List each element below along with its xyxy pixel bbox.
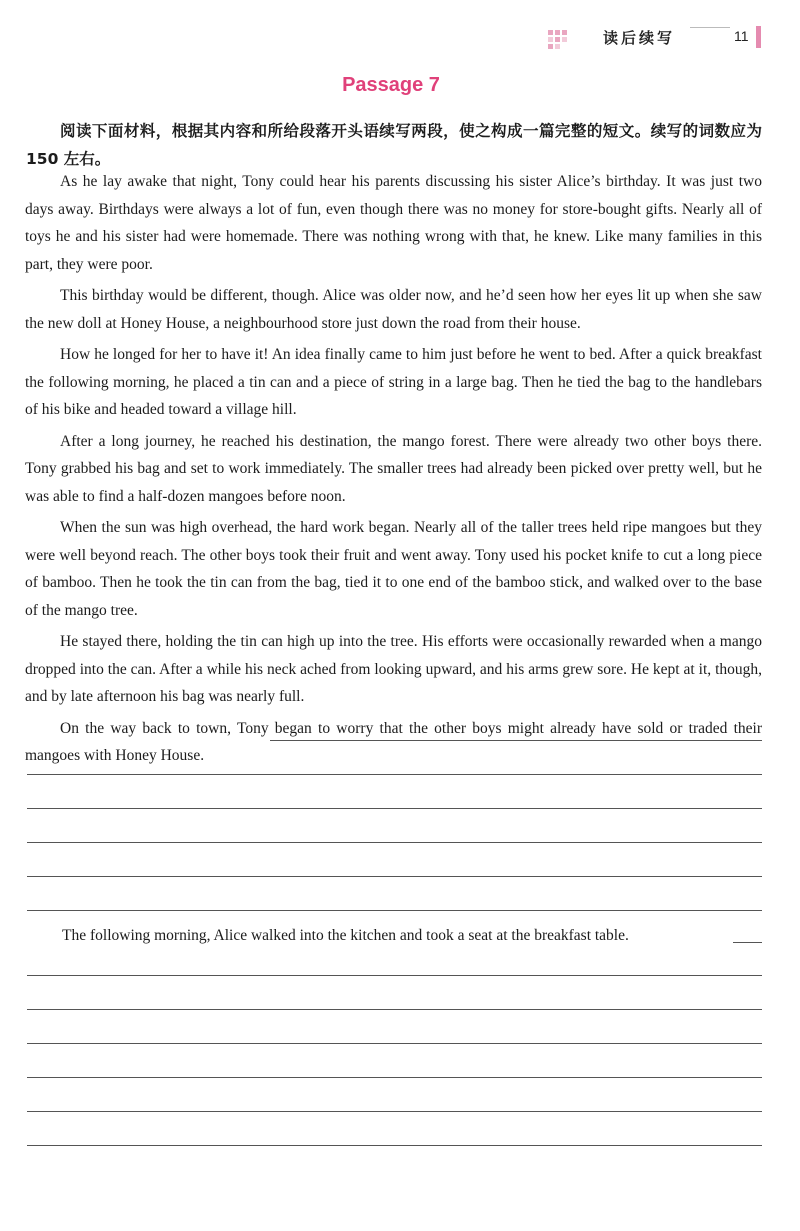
page-edge-tab xyxy=(756,26,761,48)
passage-title: Passage 7 xyxy=(342,74,440,96)
passage-paragraph: This birthday would be different, though. Alice was older now, and he’d seen how her eyes lit up when she saw the new doll at Honey House, a neighbourhood store just down the road from their house. xyxy=(25,287,762,332)
task-instructions: 阅读下面材料，根据其内容和所给段落开头语续写两段，使之构成一篇完整的短文。续写的词数应为 150 左右。 xyxy=(26,122,762,168)
writing-line[interactable] xyxy=(27,1145,762,1146)
passage-paragraph: As he lay awake that night, Tony could hear his parents discussing his sister Alice’s birthday. It was just two days away. Birthdays were always a lot of fun, even though there was no money for store-bought gifts. Nearly all of toys he and his sister had were homemade. There was nothing wrong with that, he knew. Like many families in this part, they were poor. xyxy=(25,173,762,273)
page-header xyxy=(0,24,800,54)
header-divider xyxy=(690,27,730,28)
writing-line[interactable] xyxy=(270,740,762,741)
passage-paragraph: He stayed there, holding the tin can high up into the tree. His efforts were occasionally rewarded when a mango dropped into the can. After a while his neck ached from looking upward, and his arms grew sore. He kept at it, though, and by late afternoon his bag was nearly full. xyxy=(25,633,762,705)
continuation-opening: The following morning, Alice walked into the kitchen and took a seat at the breakfast table. xyxy=(62,927,629,944)
writing-line[interactable] xyxy=(27,1111,762,1112)
passage-paragraph: How he longed for her to have it! An idea finally came to him just before he went to bed. After a quick breakfast the following morning, he placed a tin can and a piece of string in a large bag. Then he tied the bag to the handlebars of his bike and headed toward a village hill. xyxy=(25,346,762,418)
passage-paragraph: When the sun was high overhead, the hard work began. Nearly all of the taller trees held ripe mangoes but they were well beyond reach. The other boys took their fruit and went away. Tony used his pocket knife to cut a long piece of bamboo. Then he took the tin can from the bag, tied it to one end of the bamboo stick, and walked over to the base of the mango tree. xyxy=(25,519,762,619)
writing-line[interactable] xyxy=(27,975,762,976)
writing-line[interactable] xyxy=(27,1077,762,1078)
decorative-squares-icon xyxy=(548,30,568,48)
writing-line[interactable] xyxy=(27,1043,762,1044)
writing-line[interactable] xyxy=(27,842,762,843)
writing-line[interactable] xyxy=(733,942,762,943)
writing-line[interactable] xyxy=(27,876,762,877)
writing-line[interactable] xyxy=(27,910,762,911)
writing-line[interactable] xyxy=(27,774,762,775)
writing-line[interactable] xyxy=(27,808,762,809)
writing-line[interactable] xyxy=(27,1009,762,1010)
section-title: 读后续写 xyxy=(603,29,676,47)
reading-passage xyxy=(25,168,762,774)
page-number: 11 xyxy=(734,28,749,44)
passage-paragraph: On the way back to town, Tony began to worry that the other boys might already have sold or traded their mangoes with Honey House. xyxy=(25,719,762,764)
passage-paragraph: After a long journey, he reached his destination, the mango forest. There were already two other boys there. Tony grabbed his bag and set to work immediately. The smaller trees had already been picked over pretty well, but he was able to find a half-dozen mangoes before noon. xyxy=(25,432,762,505)
